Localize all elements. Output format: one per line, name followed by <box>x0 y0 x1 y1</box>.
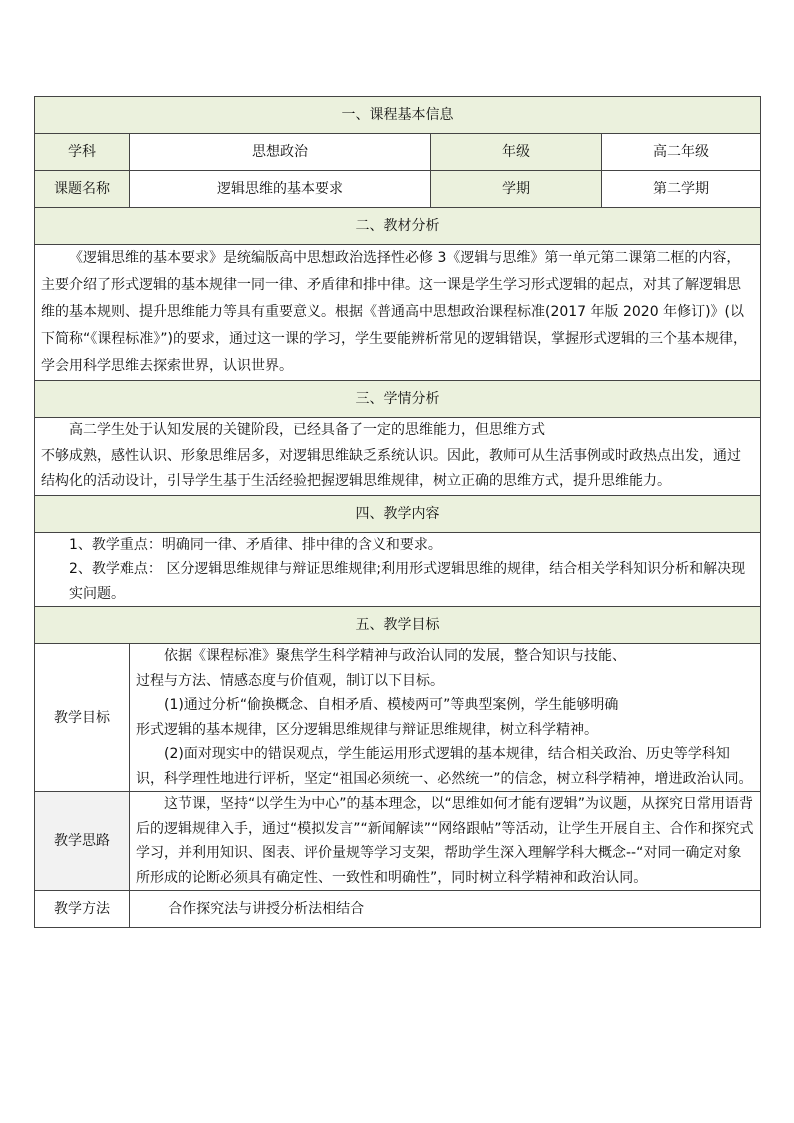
topic-label: 课题名称 <box>35 171 130 208</box>
teaching-content-cell <box>35 532 761 607</box>
topic-value: 逻辑思维的基本要求 <box>130 171 431 208</box>
teaching-method-label: 教学方法 <box>35 891 130 928</box>
teaching-difficulty-item: 2、教学难点： 区分逻辑思维规律与辩证思维规律;利用形式逻辑思维的规律，结合相关学科知识分析和解决现实问题。 <box>69 561 746 602</box>
goals-intro-line2: 过程与方法、情感态度与价值观，制订以下目标。 <box>136 672 444 689</box>
section-title-textbook-analysis: 二、教材分析 <box>35 208 761 245</box>
term-label: 学期 <box>431 171 602 208</box>
goal-1-line2: 形式逻辑的基本规律，区分逻辑思维规律与辩证思维规律，树立科学精神。 <box>136 721 598 738</box>
term-value: 第二学期 <box>602 171 761 208</box>
teaching-approach-text: 这节课，坚持“以学生为中心”的基本理念，以“思维如何才能有逻辑”为议题，从探究日常用语背后的逻辑规律入手，通过“模拟发言”“新闻解读”“网络跟帖”等活动，让学生开展自主、合作和探究式学习，并利用知识、图表、评价量规等学习支架，帮助学生深入理解学科大概念--“对同一确定对象所形成的论断必须具有确定性、一致性和明确性”，同时树立科学精神和政治认同。 <box>136 796 754 886</box>
section-title-teaching-content: 四、教学内容 <box>35 495 761 532</box>
section-title-teaching-goals: 五、教学目标 <box>35 607 761 644</box>
goal-1-line1: (1)通过分析“偷换概念、自相矛盾、模棱两可”等典型案例，学生能够明确 <box>164 697 619 713</box>
teaching-method-cell <box>130 891 761 928</box>
grade-value: 高二年级 <box>602 134 761 171</box>
section-title-student-analysis: 三、学情分析 <box>35 381 761 418</box>
section-title-basic-info: 一、课程基本信息 <box>35 97 761 134</box>
teaching-goals-label: 教学目标 <box>35 644 130 792</box>
student-analysis-line2: 不够成熟，感性认识、形象思维居多，对逻辑思维缺乏系统认识。因此，教师可从生活事例或时政热点出发，通过结构化的活动设计，引导学生基于生活经验把握逻辑思维规律，树立正确的思维方式，提升思维能力。 <box>41 447 741 489</box>
grade-label: 年级 <box>431 134 602 171</box>
goal-2-text: (2)面对现实中的错误观点，学生能运用形式逻辑的基本规律，结合相关政治、历史等学科知识，科学理性地进行评析，坚定“祖国必须统一、必然统一”的信念，树立科学精神，增进政治认同。 <box>136 746 753 787</box>
goals-intro-line1: 依据《课程标准》聚焦学生科学精神与政治认同的发展，整合知识与技能、 <box>164 648 626 664</box>
teaching-approach-cell <box>130 792 761 891</box>
subject-label: 学科 <box>35 134 130 171</box>
teaching-focus-item: 1、教学重点：明确同一律、矛盾律、排中律的含义和要求。 <box>69 536 442 553</box>
teaching-approach-label: 教学思路 <box>35 792 130 891</box>
teaching-goals-cell <box>130 644 761 792</box>
textbook-analysis-cell <box>35 245 761 381</box>
lesson-plan-table <box>34 96 761 928</box>
teaching-method-text: 合作探究法与讲授分析法相结合 <box>168 901 365 917</box>
subject-value: 思想政治 <box>130 134 431 171</box>
student-analysis-cell <box>35 418 761 496</box>
student-analysis-line1: 高二学生处于认知发展的关键阶段，已经具备了一定的思维能力，但思维方式 <box>69 422 545 438</box>
lesson-plan-document <box>34 96 760 928</box>
textbook-analysis-text: 《逻辑思维的基本要求》是统编版高中思想政治选择性必修 3《逻辑与思维》第一单元第二课第二框的内容，主要介绍了形式逻辑的基本规律一同一律、矛盾律和排中律。这一课是学生学习形式逻辑的起点，对其了解逻辑思维的基本规则、提升思维能力等具有重要意义。根据《普通高中思想政治课程标准(2017 年版 2020 年修订)》(以下简称“《课程标准》”)的要求，通过这一课的学习，学生要能辨析常见的逻辑错误，掌握形式逻辑的三个基本规律，学会用科学思维去探索世界，认识世界。 <box>41 250 747 374</box>
